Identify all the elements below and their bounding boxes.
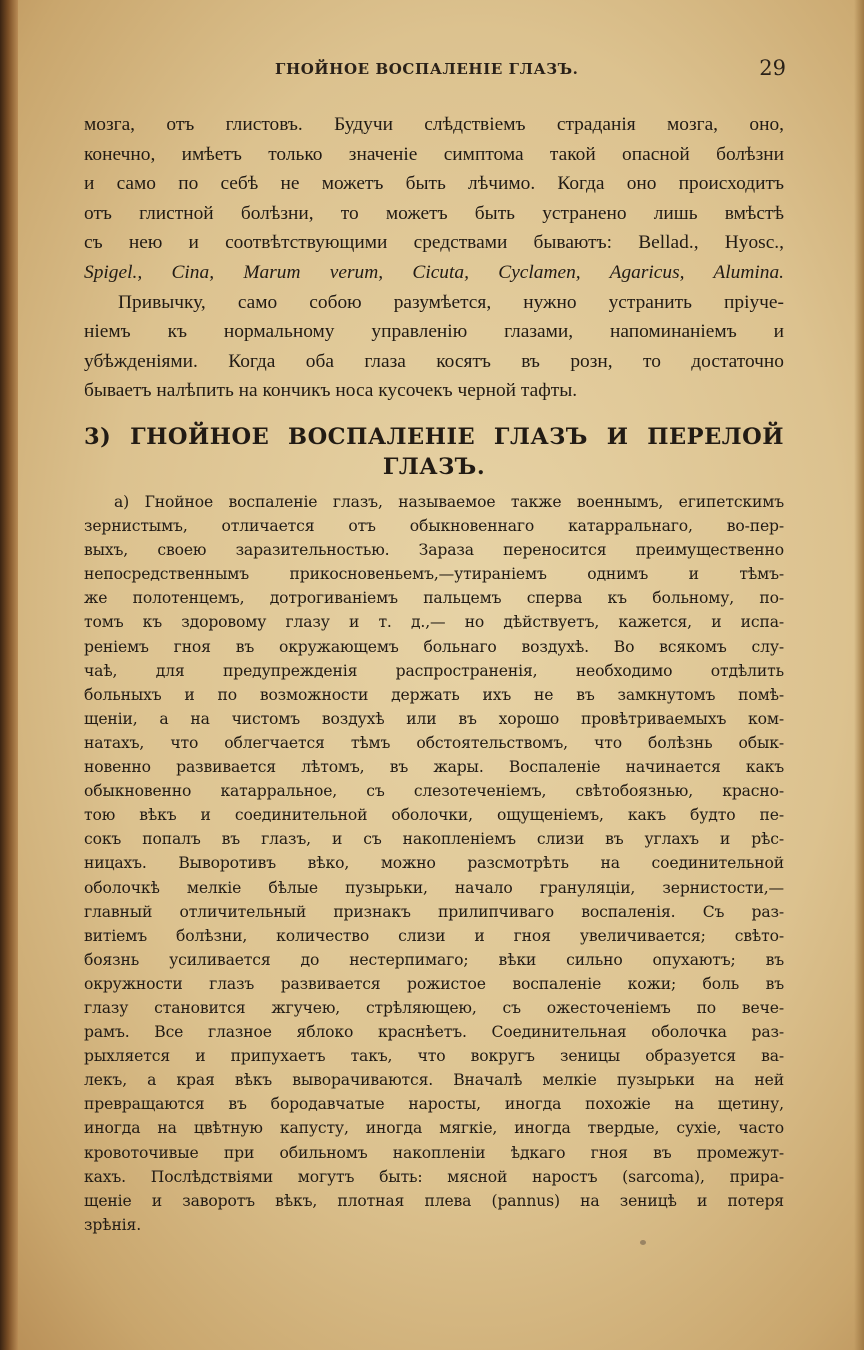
text-line-with-latin-remedies: съ нею и соотвѣтствующими средствами бываютъ: Bellad., Hyosc., bbox=[84, 232, 784, 254]
text-line: ницахъ. Выворотивъ вѣко, можно разсмотрѣть на соединительной bbox=[84, 854, 784, 873]
text-line: лекъ, а края вѣкъ выворачиваются. Вначалѣ мелкіе пузырьки на ней bbox=[84, 1071, 784, 1090]
text-line-latin-remedies: Spigel., Cina, Marum verum, Cicuta, Cyclamen, Agaricus, Alumina. bbox=[84, 261, 784, 283]
text-line: конечно, имѣетъ только значеніе симптома такой опасной болѣзни bbox=[84, 143, 784, 165]
text-line: кахъ. Послѣдствіями могутъ быть: мясной наростъ (sarcoma), прира- bbox=[84, 1167, 784, 1186]
text-line: превращаются въ бородавчатые наросты, иногда похожіе на щетину, bbox=[84, 1095, 784, 1114]
paragraph-block-3 bbox=[84, 490, 784, 1237]
page-edge bbox=[854, 0, 864, 1350]
text-line: отъ глистной болѣзни, то можетъ быть устранено лишь вмѣстѣ bbox=[84, 202, 784, 224]
section-heading-line-1: 3) ГНОЙНОЕ ВОСПАЛЕНІЕ ГЛАЗЪ И ПЕРЕЛОЙ bbox=[84, 424, 784, 450]
text-line: щеніе и заворотъ вѣкъ, плотная плева (pannus) на зеницѣ и потеря bbox=[84, 1191, 784, 1210]
text-line: зрѣнія. bbox=[84, 1215, 142, 1234]
text-line: оболочкѣ мелкіе бѣлые пузырьки, начало грануляціи, зернистости,— bbox=[84, 878, 784, 897]
text-line: непосредственнымъ прикосновеньемъ,—утираніемъ однимъ и тѣмъ- bbox=[84, 565, 784, 584]
text-line: окружности глазъ развивается рожистое воспаленіе кожи; боль въ bbox=[84, 974, 784, 993]
text-line: и само по себѣ не можетъ быть лѣчимо. Когда оно происходитъ bbox=[84, 173, 784, 195]
text-line: витіемъ болѣзни, количество слизи и гноя увеличивается; свѣто- bbox=[84, 926, 784, 945]
text-line: обыкновенно катарральное, съ слезотеченіемъ, свѣтобоязнью, красно- bbox=[84, 782, 784, 801]
text-line: Привычку, само собою разумѣется, нужно устранить пріуче- bbox=[118, 291, 784, 313]
text-line: мозга, отъ глистовъ. Будучи слѣдствіемъ страданія мозга, оно, bbox=[84, 114, 784, 135]
paragraph-block-1 bbox=[84, 110, 784, 406]
text-line: тою вѣкъ и соединительной оболочки, ощущеніемъ, какъ будто пе- bbox=[84, 806, 784, 825]
text-line: боязнь усиливается до нестерпимаго; вѣки сильно опухаютъ; въ bbox=[84, 950, 784, 969]
text-line: бываетъ налѣпить на кончикъ носа кусочекъ черной тафты. bbox=[84, 380, 578, 402]
text-line: выхъ, своею заразительностью. Зараза переносится преимущественно bbox=[84, 541, 784, 560]
text-line: иногда на цвѣтную капусту, иногда мягкіе, иногда твердые, сухіе, часто bbox=[84, 1119, 784, 1138]
section-heading bbox=[84, 422, 784, 482]
text-line: а) Гнойное воспаленіе глазъ, называемое также военнымъ, египетскимъ bbox=[114, 493, 784, 511]
text-line: зернистымъ, отличается отъ обыкновеннаго катарральнаго, во-пер- bbox=[84, 517, 784, 536]
text-line: же полотенцемъ, дотрогиваніемъ пальцемъ сперва къ больному, по- bbox=[84, 589, 784, 608]
text-line: убѣжденіями. Когда оба глаза косятъ въ розн, то достаточно bbox=[84, 350, 784, 372]
page-number: 29 bbox=[759, 56, 786, 80]
text-line: главный отличительный признакъ прилипчиваго воспаленія. Съ раз- bbox=[84, 902, 784, 921]
running-title: ГНОЙНОЕ ВОСПАЛЕНІЕ ГЛАЗЪ. bbox=[275, 60, 579, 78]
text-line: натахъ, что облегчается тѣмъ обстоятельствомъ, что болѣзнь обык- bbox=[84, 733, 784, 752]
text-line: глазу становится жгучею, стрѣляющею, съ ожесточеніемъ по вече- bbox=[84, 998, 784, 1017]
text-line: рамъ. Все глазное яблоко краснѣетъ. Соединительная оболочка раз- bbox=[84, 1023, 784, 1042]
text-line: сокъ попалъ въ глазъ, и съ накопленіемъ слизи въ углахъ и рѣс- bbox=[84, 830, 784, 849]
text-line: реніемъ гноя въ окружающемъ больнаго воздухѣ. Во всякомъ слу- bbox=[84, 637, 784, 656]
text-line: ніемъ къ нормальному управленію глазами, напоминаніемъ и bbox=[84, 321, 784, 343]
text-line: томъ къ здоровому глазу и т. д.,— но дѣйствуетъ, кажется, и испа- bbox=[84, 613, 784, 632]
text-line: кровоточивые при обильномъ накопленіи ѣдкаго гноя въ промежут- bbox=[84, 1143, 784, 1162]
text-line: щеніи, а на чистомъ воздухѣ или въ хорошо провѣтриваемыхъ ком- bbox=[84, 709, 784, 728]
book-spine-shadow bbox=[0, 0, 18, 1350]
running-header bbox=[0, 58, 864, 84]
text-line: рыхляется и припухаетъ такъ, что вокругъ зеницы образуется ва- bbox=[84, 1047, 784, 1066]
ink-spot bbox=[640, 1240, 646, 1245]
text-line: новенно развивается лѣтомъ, въ жары. Воспаленіе начинается какъ bbox=[84, 758, 784, 777]
section-heading-line-2: ГЛАЗЪ. bbox=[382, 454, 486, 480]
text-line: больныхъ и по возможности держать ихъ не въ замкнутомъ помѣ- bbox=[84, 685, 784, 704]
text-line: чаѣ, для предупрежденія распространенія, необходимо отдѣлить bbox=[84, 661, 784, 680]
